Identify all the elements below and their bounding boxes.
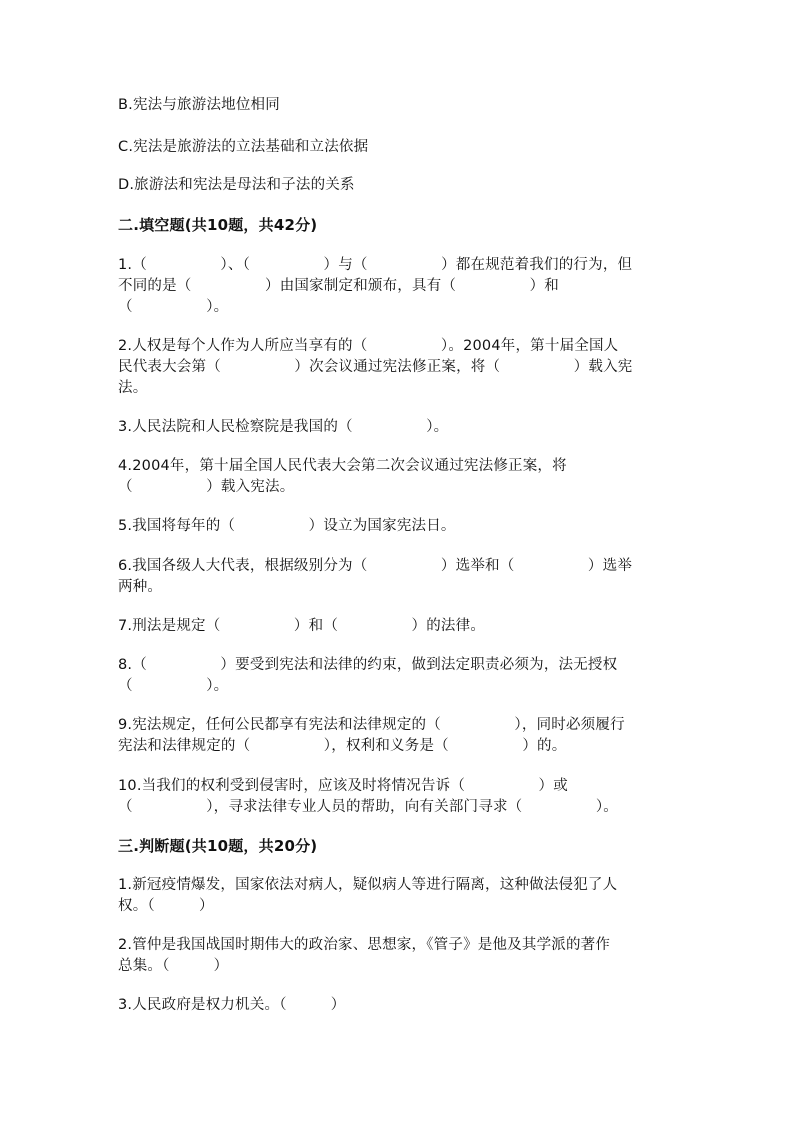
question-line: 5.我国将每年的（ ）设立为国家宪法日。 (118, 518, 456, 534)
question-line: 权。（ ） (118, 898, 214, 914)
question-line: 4.2004年，第十届全国人民代表大会第二次会议通过宪法修正案，将 (118, 458, 567, 474)
option-d: D.旅游法和宪法是母法和子法的关系 (118, 177, 355, 193)
question-line: 8.（ ）要受到宪法和法律的约束，做到法定职责必须为，法无授权 (118, 657, 618, 673)
section-heading-fill-in: 二.填空题(共10题，共42分) (118, 216, 318, 234)
question-line: 民代表大会第（ ）次会议通过宪法修正案，将（ ）载入宪 (118, 359, 633, 375)
question-line: 宪法和法律规定的（ ），权利和义务是（ ）的。 (118, 738, 567, 754)
option-c: C.宪法是旅游法的立法基础和立法依据 (118, 139, 369, 155)
question-line: （ ）。 (118, 299, 229, 315)
question-line: 2.管仲是我国战国时期伟大的政治家、思想家，《管子》是他及其学派的著作 (118, 937, 611, 953)
question-line: 7.刑法是规定（ ）和（ ）的法律。 (118, 618, 486, 634)
question-line: （ ）载入宪法。 (118, 479, 295, 495)
option-b: B.宪法与旅游法地位相同 (118, 97, 280, 113)
question-line: 2.人权是每个人作为人所应当享有的（ ）。2004年，第十届全国人 (118, 338, 619, 354)
question-line: 总集。（ ） (118, 958, 229, 974)
question-line: 两种。 (118, 579, 163, 595)
question-line: （ ），寻求法律专业人员的帮助，向有关部门寻求（ ）。 (118, 799, 618, 815)
question-line: 不同的是（ ）由国家制定和颁布，具有（ ）和 (118, 278, 559, 294)
question-line: 3.人民政府是权力机关。（ ） (118, 997, 346, 1013)
question-line: 1.（ ）、（ ）与（ ）都在规范着我们的行为，但 (118, 257, 633, 273)
section-heading-true-false: 三.判断题(共10题，共20分) (118, 837, 318, 855)
question-line: （ ）。 (118, 678, 229, 694)
question-line: 9.宪法规定，任何公民都享有宪法和法律规定的（ ），同时必须履行 (118, 717, 625, 733)
question-line: 10.当我们的权利受到侵害时，应该及时将情况告诉（ ）或 (118, 778, 568, 794)
question-line: 法。 (118, 380, 148, 396)
question-line: 1.新冠疫情爆发，国家依法对病人，疑似病人等进行隔离，这种做法侵犯了人 (118, 877, 618, 893)
question-line: 6.我国各级人大代表，根据级别分为（ ）选举和（ ）选举 (118, 558, 633, 574)
question-line: 3.人民法院和人民检察院是我国的（ ）。 (118, 419, 449, 435)
